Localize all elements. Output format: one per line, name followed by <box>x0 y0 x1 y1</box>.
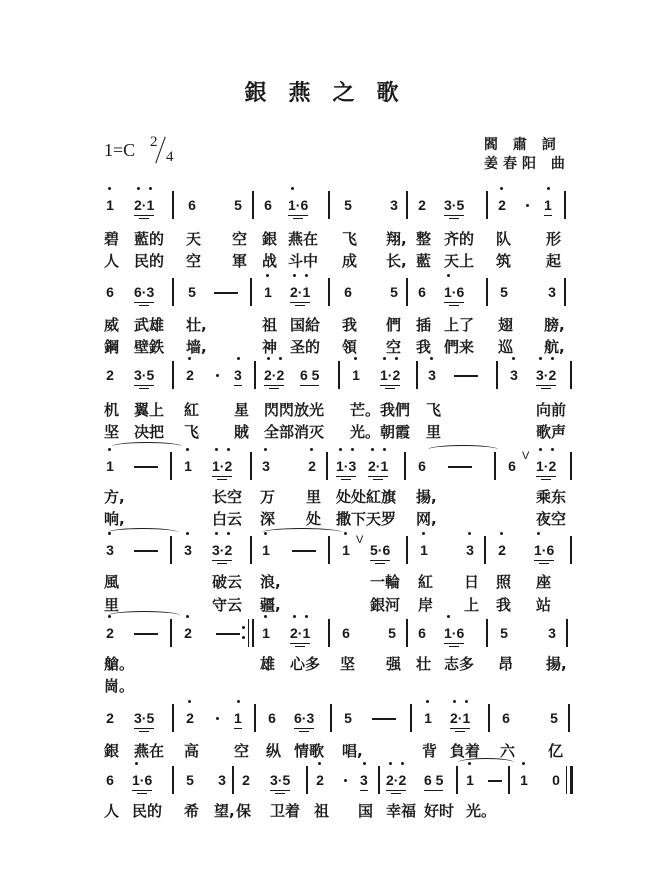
barline <box>566 619 568 647</box>
barline <box>488 704 490 732</box>
note: 1 <box>422 710 434 726</box>
note: 3 <box>182 542 194 558</box>
note: 5 <box>550 710 558 726</box>
barline <box>250 452 252 480</box>
barline <box>328 536 330 564</box>
barline <box>328 278 330 306</box>
barline <box>326 452 328 480</box>
note-group: 1 <box>544 197 552 213</box>
note: 3 <box>426 367 438 383</box>
note: 6 <box>502 710 510 726</box>
lyrics-row-6-verse-1: 艙。 雄 心多 坚 强 壮 志多 昂 揚, <box>104 655 567 673</box>
barline <box>170 619 172 647</box>
composer-credit: 姜春阳 曲 <box>484 156 570 172</box>
meter-numerator: 2 <box>150 134 158 150</box>
note: 1 <box>464 772 476 788</box>
note: 2 <box>496 197 508 213</box>
barline <box>406 278 408 306</box>
notation-row-1 <box>104 197 560 227</box>
note: 6 <box>418 625 426 641</box>
note: 2 <box>106 710 114 726</box>
note-group: 2 ·1 <box>290 625 310 641</box>
barline <box>330 704 332 732</box>
note: 2 <box>104 625 116 641</box>
note-group: 3·5 <box>134 710 154 726</box>
note: 2 <box>306 458 318 474</box>
note: 5 <box>344 710 352 726</box>
barline <box>410 704 412 732</box>
note: 6 <box>264 197 272 213</box>
barline <box>406 619 408 647</box>
note-group: 1 ·6 <box>288 197 308 213</box>
slur <box>112 442 182 451</box>
note: 1 <box>182 458 194 474</box>
barline <box>486 278 488 306</box>
song-title: 銀燕之歌 <box>244 81 421 106</box>
note: 1 <box>262 284 274 300</box>
note: 3 <box>104 542 116 558</box>
note: 1 <box>104 197 116 213</box>
note-group: 1 ·6 <box>534 542 554 558</box>
breath-mark: V <box>522 450 530 462</box>
barline <box>404 452 406 480</box>
note: 5 <box>500 284 508 300</box>
note-group: 3·5 <box>444 197 464 213</box>
note: 3 <box>218 772 226 788</box>
key-signature: 1=C <box>104 140 136 160</box>
note: 3 <box>548 625 556 641</box>
augmentation-dot <box>526 204 529 207</box>
note-group: 2 ·1 <box>134 197 154 213</box>
barline <box>494 452 496 480</box>
lyrics-row-7: 銀 燕在 高 空 纵 情歌 唱, 背 負着 六 亿 <box>104 742 564 760</box>
note: 2 <box>314 772 326 788</box>
slur <box>458 758 514 767</box>
barline <box>306 766 308 794</box>
note: 2 <box>242 772 250 788</box>
sustain-dash <box>454 375 478 377</box>
barline <box>172 191 174 219</box>
note: 6 <box>106 772 114 788</box>
note-group: 3·5 <box>134 367 154 383</box>
slur <box>428 445 498 454</box>
barline <box>570 452 572 480</box>
note: 3 <box>464 542 476 558</box>
barline <box>378 766 380 794</box>
barline <box>570 536 572 564</box>
note-group: 3 <box>234 367 242 383</box>
note: 5 <box>186 772 194 788</box>
lyricist-credit: 閻 肅 詞 <box>484 137 561 153</box>
note-group: 1 ·2 <box>212 458 232 474</box>
sustain-dash <box>448 466 472 468</box>
barline <box>172 361 174 389</box>
note-group: 2 ·1 <box>290 284 310 300</box>
note: 1 <box>340 542 352 558</box>
note: 2 <box>418 197 426 213</box>
note-group: 6·3 <box>294 710 314 726</box>
note-group: 1 ·6 <box>444 284 464 300</box>
barline <box>508 766 510 794</box>
sustain-dash <box>488 780 502 782</box>
notation-row-8 <box>104 772 560 802</box>
note-group: 3·5 <box>270 772 290 788</box>
notation-row-7 <box>104 710 560 740</box>
note: 6 <box>508 458 516 474</box>
note: 3 <box>548 284 556 300</box>
lyrics-row-2-verse-1: 威 武雄 壮, 祖 国給 我 們 插 上了 翅 膀, <box>104 316 565 334</box>
note: 0 <box>552 772 560 788</box>
augmentation-dot <box>216 717 219 720</box>
note-group: 3 ·2 <box>212 542 232 558</box>
barline <box>484 536 486 564</box>
barline <box>328 191 330 219</box>
note: 6 <box>188 197 196 213</box>
slur <box>262 528 342 537</box>
note: 1 <box>260 542 272 558</box>
lyrics-row-8: 人 民的 希 望, 保 卫着 祖 国 幸福 好时 光。 <box>104 802 497 820</box>
barline <box>406 191 408 219</box>
barline <box>406 536 408 564</box>
note-group: 2 ·1 <box>368 458 388 474</box>
augmentation-dot <box>216 374 219 377</box>
note: 6 <box>342 625 350 641</box>
note-group: 3 <box>360 772 368 788</box>
note: 2 <box>184 710 196 726</box>
barline <box>496 361 498 389</box>
sustain-dash <box>134 466 158 468</box>
note: 6 <box>268 710 276 726</box>
note-group: 1 ·2 <box>536 458 556 474</box>
note-group: 1 ·6 <box>444 625 464 641</box>
note: 2 <box>182 625 194 641</box>
note: 5 <box>344 197 352 213</box>
notation-row-4 <box>104 450 560 488</box>
barline <box>172 278 174 306</box>
barline <box>250 536 252 564</box>
note: 1 <box>350 367 362 383</box>
notation-row-2 <box>104 284 560 314</box>
barline <box>568 704 570 732</box>
note-group: 3 ·2 <box>536 367 556 383</box>
barline <box>170 452 172 480</box>
lyrics-row-5-verse-2: 里 守云 疆, 銀河 岸 上 我 站 <box>104 596 552 614</box>
lyrics-row-2-verse-2: 鋼 壁鉄 墙, 神 圣的 領 空 我 們来 巡 航, <box>104 338 565 356</box>
barline <box>570 361 572 389</box>
barline <box>172 704 174 732</box>
barline <box>564 278 566 306</box>
note: 6 <box>344 284 352 300</box>
note: 3 <box>390 197 398 213</box>
note: 5 <box>390 284 398 300</box>
sustain-dash <box>214 292 238 294</box>
notation-row-3 <box>104 367 560 397</box>
sustain-dash <box>292 550 316 552</box>
notation-row-5 <box>104 534 560 572</box>
lyrics-row-4-verse-2: 响, 白云 深 处 撒下天罗 网, 夜空 <box>104 510 567 528</box>
breath-mark: V <box>356 534 364 546</box>
slur <box>108 528 178 537</box>
note-group: 6·3 <box>134 284 154 300</box>
note: 2 <box>106 367 114 383</box>
note: 1 <box>418 542 430 558</box>
barline <box>486 191 488 219</box>
note-group: 2 ·1 <box>450 710 470 726</box>
barline <box>456 766 458 794</box>
barline <box>338 361 340 389</box>
barline <box>250 278 252 306</box>
note: 1 <box>518 772 530 788</box>
lyrics-row-3-verse-2: 坚 决把 飞 賊 全部消灭 光。 朝霞 里 歌声 <box>104 423 567 441</box>
lyrics-row-4-verse-1: 方, 长空 万 里 处处紅旗 揚, 乘东 <box>104 488 567 506</box>
note-group: 6 5 <box>424 772 443 788</box>
note-group: 2 ·2 <box>264 367 284 383</box>
note-group: 2 ·2 <box>386 772 406 788</box>
barline <box>170 536 172 564</box>
notation-row-6 <box>104 625 560 655</box>
barline <box>416 361 418 389</box>
note: 5 <box>188 284 196 300</box>
note: 6 <box>106 284 114 300</box>
lyrics-row-3-verse-1: 机 翼上 紅 星 閃閃放光 芒。 我們 飞 向前 <box>104 401 567 419</box>
meter-denominator: 4 <box>166 149 174 165</box>
note: 2 <box>184 367 196 383</box>
barline <box>172 766 174 794</box>
note: 1 <box>260 625 272 641</box>
sustain-dash <box>216 633 240 635</box>
augmentation-dot <box>344 779 347 782</box>
note: 5 <box>388 625 396 641</box>
barline <box>232 766 234 794</box>
note-group: 1 ·3 <box>336 458 356 474</box>
note-group: 1 <box>234 710 242 726</box>
note: 5 <box>234 197 242 213</box>
lyrics-row-1-verse-1: 碧 藍的 天 空 銀 燕在 飞 翔, 整 齐的 队 形 <box>104 230 562 248</box>
barline <box>254 361 256 389</box>
note: 3 <box>260 458 272 474</box>
barline <box>252 191 254 219</box>
sustain-dash <box>134 633 158 635</box>
note-group: 5·6 <box>370 542 390 558</box>
barline <box>328 619 330 647</box>
note: 2 <box>496 542 508 558</box>
barline <box>254 704 256 732</box>
lyrics-row-6-verse-2: 崗。 <box>104 677 135 695</box>
note: 3 <box>508 367 520 383</box>
note: 6 <box>418 284 426 300</box>
note-group: 1 ·2 <box>380 367 400 383</box>
barline <box>486 619 488 647</box>
note: 6 <box>418 458 426 474</box>
note-group: 1 ·6 <box>132 772 152 788</box>
sustain-dash <box>134 550 158 552</box>
note: 1 <box>104 458 116 474</box>
sustain-dash <box>372 718 396 720</box>
lyrics-row-5-verse-1: 風 破云 浪, 一輪 紅 日 照 座 <box>104 573 552 591</box>
barline <box>564 191 566 219</box>
lyrics-row-1-verse-2: 人 民的 空 軍 战 斗中 成 长, 藍 天上 筑 起 <box>104 252 562 270</box>
note-group: 6 5 <box>300 367 319 383</box>
note: 5 <box>500 625 508 641</box>
